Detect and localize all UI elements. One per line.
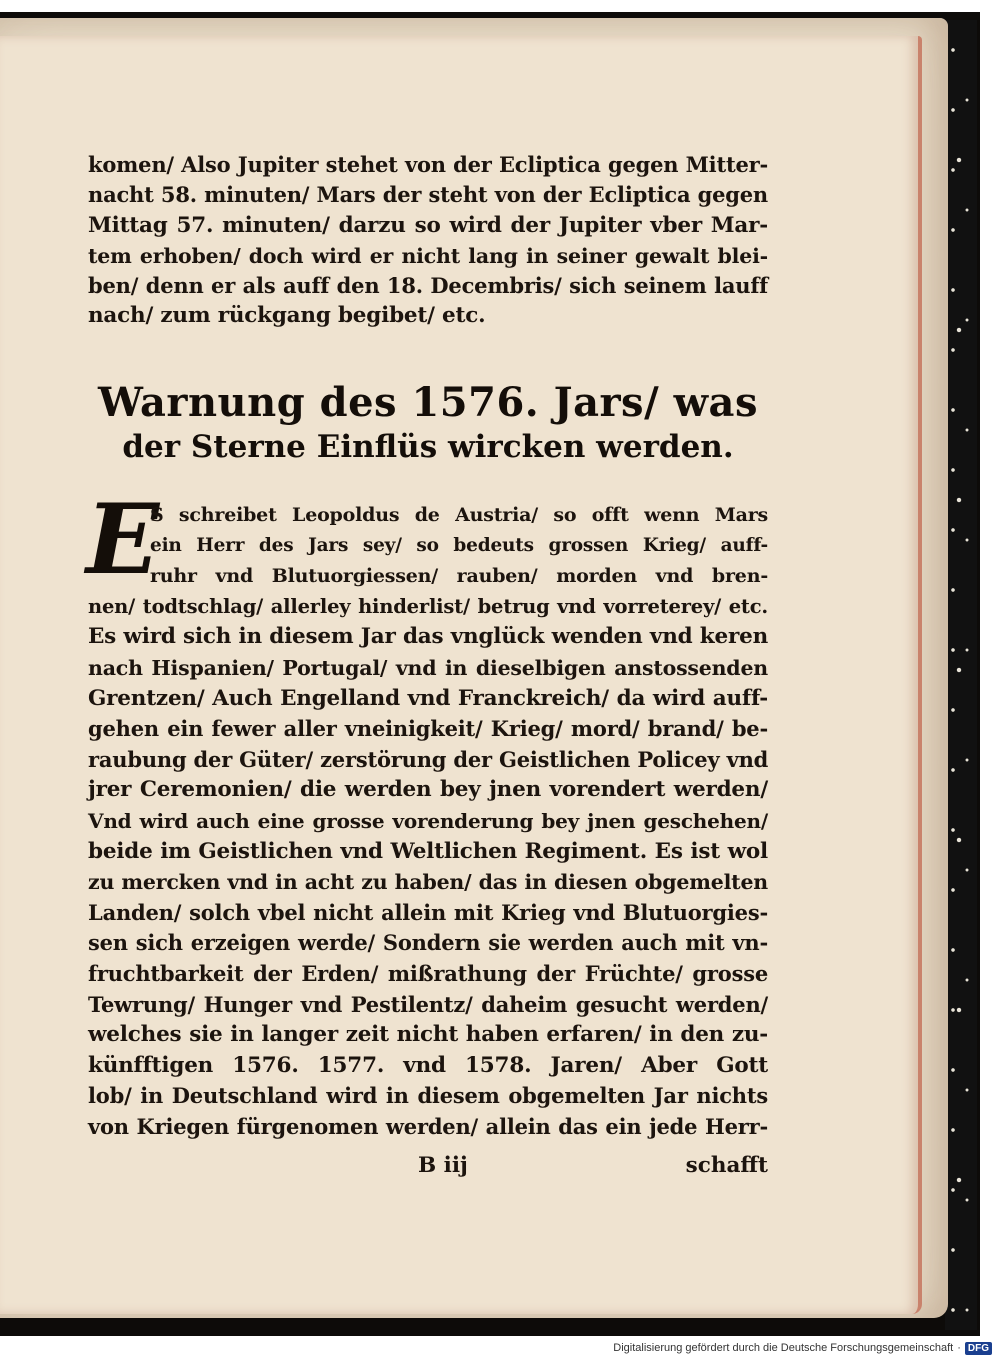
scan-border-speckle <box>945 20 977 1330</box>
text-line: Grentzen/ Auch Engelland vnd Franckreich/ da wird auff- <box>88 685 768 711</box>
signature-mark: B iij <box>418 1153 468 1178</box>
text-line: Tewrung/ Hunger vnd Pestilentz/ daheim gesucht werden/ <box>88 991 768 1017</box>
catchword: schafft <box>685 1153 768 1178</box>
text-line: Mittag 57. minuten/ darzu so wird der Jupiter vber Mar- <box>88 212 768 238</box>
text-line: nen/ todtschlag/ allerley hinderlist/ betrug vnd vorreterey/ etc. <box>88 594 768 618</box>
text-line: künfftigen 1576. 1577. vnd 1578. Jaren/ Aber Gott <box>88 1052 768 1078</box>
text-line: welches sie in langer zeit nicht haben erfaren/ in den zu- <box>88 1022 768 1048</box>
body-paragraph <box>88 500 768 1142</box>
text-line: nach/ zum rückgang begibet/ etc. <box>88 303 486 329</box>
digitization-credit: Digitalisierung gefördert durch die Deutsche Forschungsgemeinschaft · DFG <box>613 1339 992 1357</box>
text-line: ruhr vnd Blutuorgiessen/ rauben/ morden vnd bren- <box>150 565 768 588</box>
text-line: gehen ein fewer aller vneinigkeit/ Krieg/ mord/ brand/ be- <box>88 716 768 742</box>
text-line: von Kriegen fürgenomen werden/ allein das ein jede Herr- <box>88 1113 768 1139</box>
drop-cap-initial: E <box>86 483 160 596</box>
text-line: komen/ Also Jupiter stehet von der Ecliptica gegen Mitter- <box>88 152 768 177</box>
text-line: tem erhoben/ doch wird er nicht lang in seiner gewalt blei- <box>88 243 768 268</box>
dfg-logo: DFG <box>965 1342 992 1355</box>
page-footer <box>88 1153 768 1187</box>
text-line: Landen/ solch vbel nicht allein mit Krieg vnd Blutuorgies- <box>88 899 768 925</box>
text-line: ein Herr des Jars sey/ so bedeuts grossen Krieg/ auff- <box>150 534 768 556</box>
top-paragraph <box>88 150 768 332</box>
text-line: nach Hispanien/ Portugal/ vnd in dieselbigen anstossenden <box>88 655 768 680</box>
text-line: ben/ denn er als auff den 18. Decembris/ sich seinem lauff <box>88 273 768 299</box>
credit-text: Digitalisierung gefördert durch die Deutsche Forschungsgemeinschaft <box>613 1342 954 1354</box>
text-line: Vnd wird auch eine grosse vorenderung bey jnen geschehen/ <box>88 808 768 833</box>
heading-line-1: Warnung des 1576. Jars/ was <box>98 379 758 426</box>
text-line: S schreibet Leopoldus de Austria/ so offt wenn Mars <box>150 504 768 526</box>
section-heading <box>88 378 768 466</box>
text-line: lob/ in Deutschland wird in diesem obgemelten Jar nichts <box>88 1083 768 1109</box>
text-line: jrer Ceremonien/ die werden bey jnen vorendert werden/ <box>88 777 768 803</box>
text-line: zu mercken vnd in acht zu haben/ das in diesen obgemelten <box>88 870 768 895</box>
heading-line-2: der Sterne Einflüs wircken werden. <box>122 429 734 465</box>
text-line: beide im Geistlichen vnd Weltlichen Regiment. Es ist wol <box>88 838 768 864</box>
text-line: raubung der Güter/ zerstörung der Geistlichen Policey vnd <box>88 746 769 772</box>
text-line: sen sich erzeigen werde/ Sondern sie werden auch mit vn- <box>88 930 768 956</box>
text-line: nacht 58. minuten/ Mars der steht von der Ecliptica gegen <box>88 182 768 208</box>
text-line: fruchtbarkeit der Erden/ mißrathung der Früchte/ grosse <box>88 960 768 986</box>
text-line: Es wird sich in diesem Jar das vnglück wenden vnd keren <box>88 624 768 650</box>
